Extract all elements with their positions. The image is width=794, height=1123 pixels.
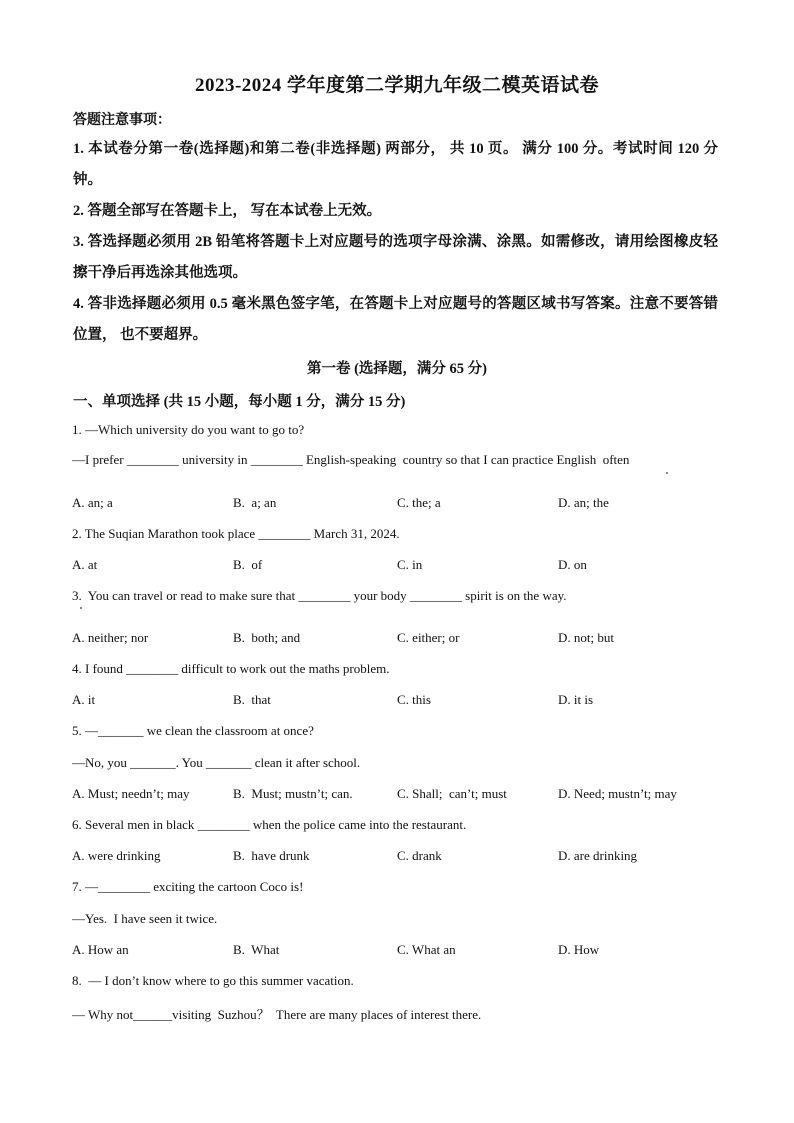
question-5-option-a: A. Must; needn’t; may <box>72 786 190 801</box>
question-7-option-d: D. How <box>558 942 600 957</box>
section-title: 第一卷 (选择题，满分 65 分) <box>306 361 488 377</box>
question-2-option-d: D. on <box>558 557 587 572</box>
part-title: 一、单项选择 (共 15 小题，每小题 1 分，满分 15 分) <box>73 394 406 410</box>
question-4-option-c: C. this <box>397 692 431 707</box>
note-2: 2. 答题全部写在答题卡上， 写在本试卷上无效。 <box>73 203 382 219</box>
note-4: 4. 答非选择题必须用 0.5 毫米黑色签字笔，在答题卡上对应题号的答题区域书写答案。注意不要答错位置， 也不要超界。 <box>73 296 718 343</box>
question-1-option-a: A. an; a <box>72 495 113 510</box>
question-4-option-a: A. it <box>72 692 96 707</box>
question-6-option-a: A. were drinking <box>72 848 161 863</box>
exam-title: 2023-2024 学年度第二学期九年级二模英语试卷 <box>194 75 600 96</box>
question-5-option-b: B. Must; mustn’t; can. <box>233 786 353 801</box>
question-7-option-b: B. What <box>233 942 280 957</box>
question-3-option-d: D. not; but <box>558 630 614 645</box>
question-3-option-a: A. neither; nor <box>72 630 149 645</box>
question-5-line-2: —No, you _______. You _______ clean it after school. <box>72 755 361 770</box>
question-1-option-c: C. the; a <box>397 495 441 510</box>
question-4-option-d: D. it is <box>558 692 594 707</box>
note-1: 1. 本试卷分第一卷(选择题)和第二卷(非选择题) 两部分， 共 10 页。 满分 100 分。考试时间 120 分钟。 <box>73 141 718 188</box>
question-4-line-1: 4. I found ________ difficult to work out the maths problem. <box>72 661 390 676</box>
question-7-line-1: 7. —________ exciting the cartoon Coco is! <box>72 879 304 894</box>
question-5-line-1: 5. —_______ we clean the classroom at once? <box>72 723 314 738</box>
question-2-option-b: B. of <box>233 557 263 572</box>
note-3: 3. 答选择题必须用 2B 铅笔将答题卡上对应题号的选项字母涂满、涂黑。如需修改，请用绘图橡皮轻擦干净后再选涂其他选项。 <box>73 234 718 281</box>
stray-dot-mark <box>80 607 82 609</box>
question-5-option-d: D. Need; mustn’t; may <box>558 786 677 801</box>
question-8-line-1: 8. — I don’t know where to go this summer vacation. <box>72 973 354 988</box>
question-8-line-2: — Why not______visiting Suzhou？ There are many places of interest there. <box>72 1007 482 1022</box>
question-4-option-b: B. that <box>233 692 271 707</box>
question-2-option-c: C. in <box>397 557 423 572</box>
question-2-line-1: 2. The Suqian Marathon took place ________ March 31, 2024. <box>72 526 400 541</box>
question-7-line-2: —Yes. I have seen it twice. <box>72 911 218 926</box>
question-7-option-a: A. How an <box>72 942 129 957</box>
question-1-option-b: B. a; an <box>233 495 277 510</box>
question-1-line-2: —I prefer ________ university in ________ English-speaking country so that I can practice English often <box>72 452 630 467</box>
notes-heading: 答题注意事项： <box>73 113 171 128</box>
question-6-option-d: D. are drinking <box>558 848 638 863</box>
question-1-line-1: 1. —Which university do you want to go to? <box>72 422 305 437</box>
question-3-option-b: B. both; and <box>233 630 301 645</box>
question-2-option-a: A. at <box>72 557 98 572</box>
question-1-option-d: D. an; the <box>558 495 609 510</box>
question-3-option-c: C. either; or <box>397 630 460 645</box>
question-3-line-1: 3. You can travel or read to make sure that ________ your body ________ spirit is on the way. <box>72 588 567 603</box>
question-6-option-c: C. drank <box>397 848 442 863</box>
question-5-option-c: C. Shall; can’t; must <box>397 786 507 801</box>
question-7-option-c: C. What an <box>397 942 456 957</box>
question-6-line-1: 6. Several men in black ________ when the police came into the restaurant. <box>72 817 467 832</box>
stray-dot-mark <box>666 472 668 474</box>
question-6-option-b: B. have drunk <box>233 848 310 863</box>
